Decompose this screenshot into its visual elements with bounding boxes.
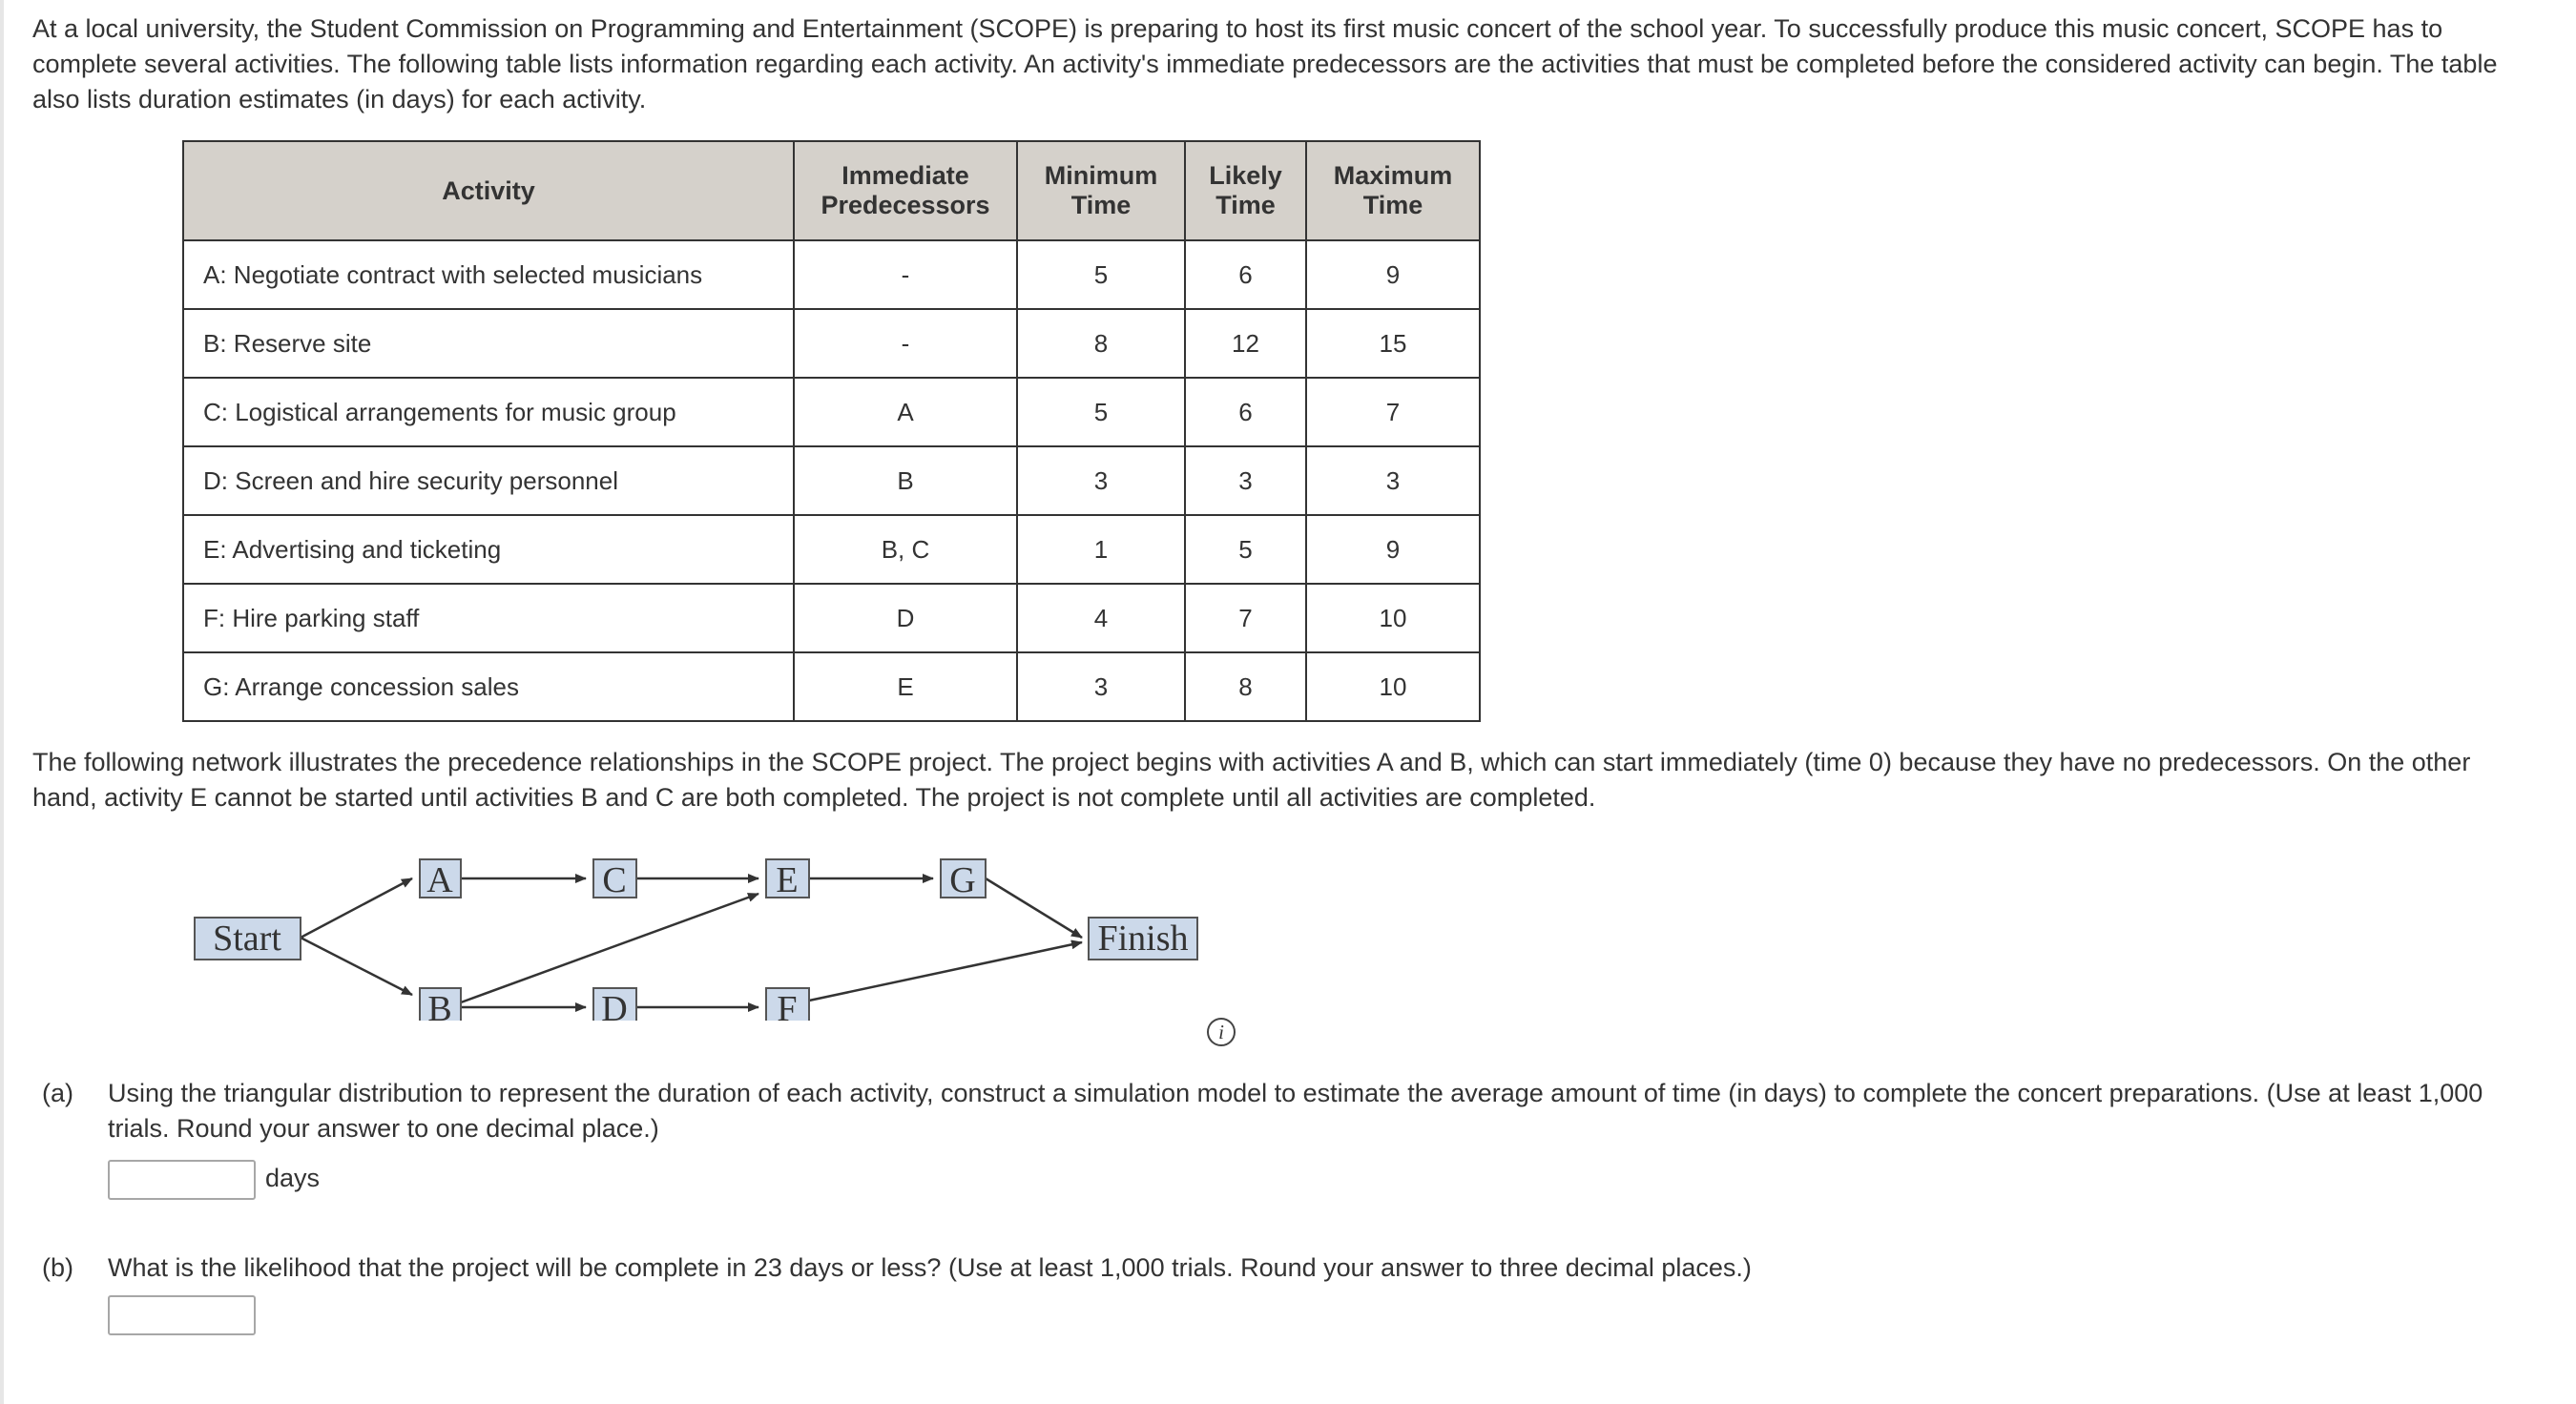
cell-maximum: 3 (1306, 446, 1480, 515)
header-likely-time: Likely Time (1185, 141, 1306, 240)
info-icon[interactable]: i (1207, 1018, 1236, 1046)
table-row (183, 240, 1480, 309)
cell-predecessors: D (794, 584, 1017, 652)
svg-text:A: A (426, 860, 453, 900)
cell-maximum: 15 (1306, 309, 1480, 378)
cell-minimum: 4 (1017, 584, 1185, 652)
cell-activity: D: Screen and hire security personnel (183, 446, 794, 515)
cell-maximum: 9 (1306, 240, 1480, 309)
cell-activity: E: Advertising and ticketing (183, 515, 794, 584)
cell-activity: G: Arrange concession sales (183, 652, 794, 721)
edge-start-b (301, 938, 412, 995)
answer-a-unit: days (265, 1164, 321, 1192)
cell-likely: 8 (1185, 652, 1306, 721)
header-maximum-time: Maximum Time (1306, 141, 1480, 240)
svg-text:G: G (949, 860, 976, 900)
table-row (183, 515, 1480, 584)
answer-a-input[interactable] (108, 1160, 256, 1200)
table-header-row (183, 141, 1480, 240)
table-row (183, 584, 1480, 652)
cell-minimum: 5 (1017, 240, 1185, 309)
svg-text:Finish: Finish (1097, 919, 1189, 959)
cell-likely: 6 (1185, 240, 1306, 309)
activity-table (182, 140, 1481, 722)
node-d (593, 988, 636, 1021)
question-a-text: Using the triangular distribution to represent the duration of each activity, construct a simulation model to estimate the average amount of time (in days) to complete the concert preparations. (Use at least 1,000 trials. Round your answer to one decimal place.) (108, 1079, 2483, 1143)
cell-predecessors: - (794, 309, 1017, 378)
cell-minimum: 1 (1017, 515, 1185, 584)
cell-predecessors: A (794, 378, 1017, 446)
table-row (183, 446, 1480, 515)
intro-paragraph: At a local university, the Student Commission on Programming and Entertainment (SCOPE) is preparing to host its first music concert of the school year. To successfully produce this music concert, SCOPE has to complete several activities. The following table lists information regarding each activity. An activity's immediate predecessors are the activities that must be completed before the considered activity can begin. The table also lists duration estimates (in days) for each activity. (32, 14, 2498, 114)
cell-minimum: 8 (1017, 309, 1185, 378)
node-g (941, 859, 986, 900)
node-c (593, 859, 636, 900)
cell-predecessors: B (794, 446, 1017, 515)
table-row (183, 652, 1480, 721)
question-b-text: What is the likelihood that the project will be complete in 23 days or less? (Use at least 1,000 trials. Round your answer to three decimal places.) (108, 1253, 1752, 1282)
cell-predecessors: B, C (794, 515, 1017, 584)
cell-likely: 3 (1185, 446, 1306, 515)
header-predecessors: Immediate Predecessors (794, 141, 1017, 240)
cell-likely: 5 (1185, 515, 1306, 584)
cell-likely: 12 (1185, 309, 1306, 378)
svg-text:D: D (601, 989, 628, 1021)
cell-minimum: 5 (1017, 378, 1185, 446)
table-row (183, 378, 1480, 446)
svg-text:Start: Start (213, 919, 281, 959)
cell-maximum: 7 (1306, 378, 1480, 446)
node-e (766, 859, 809, 900)
header-minimum-time: Minimum Time (1017, 141, 1185, 240)
cell-minimum: 3 (1017, 446, 1185, 515)
edge-g-finish (986, 878, 1082, 938)
cell-minimum: 3 (1017, 652, 1185, 721)
cell-maximum: 9 (1306, 515, 1480, 584)
question-b-label: (b) (42, 1253, 73, 1282)
svg-text:B: B (427, 989, 452, 1021)
cell-likely: 6 (1185, 378, 1306, 446)
svg-text:E: E (776, 860, 799, 900)
cell-activity: C: Logistical arrangements for music group (183, 378, 794, 446)
edge-b-e (461, 894, 758, 1002)
cell-activity: F: Hire parking staff (183, 584, 794, 652)
answer-b-input[interactable] (108, 1295, 256, 1335)
node-finish (1089, 918, 1197, 960)
node-a (420, 859, 461, 900)
cell-maximum: 10 (1306, 652, 1480, 721)
cell-likely: 7 (1185, 584, 1306, 652)
cell-activity: A: Negotiate contract with selected musicians (183, 240, 794, 309)
edge-start-a (301, 878, 412, 938)
node-start (195, 918, 301, 960)
cell-predecessors: E (794, 652, 1017, 721)
cell-predecessors: - (794, 240, 1017, 309)
header-activity: Activity (183, 141, 794, 240)
left-border (0, 0, 4, 1404)
svg-text:F: F (777, 989, 798, 1021)
node-b (420, 988, 461, 1021)
edge-f-finish (809, 942, 1082, 1001)
precedence-network-diagram (181, 844, 1202, 1021)
svg-text:C: C (602, 860, 627, 900)
cell-activity: B: Reserve site (183, 309, 794, 378)
table-row (183, 309, 1480, 378)
cell-maximum: 10 (1306, 584, 1480, 652)
question-a-label: (a) (42, 1079, 73, 1107)
network-paragraph: The following network illustrates the precedence relationships in the SCOPE project. The project begins with activities A and B, which can start immediately (time 0) because they have no predecessors. On the other hand, activity E cannot be started until activities B and C are both completed. The project is not complete until all activities are completed. (32, 748, 2471, 812)
node-f (766, 988, 809, 1021)
